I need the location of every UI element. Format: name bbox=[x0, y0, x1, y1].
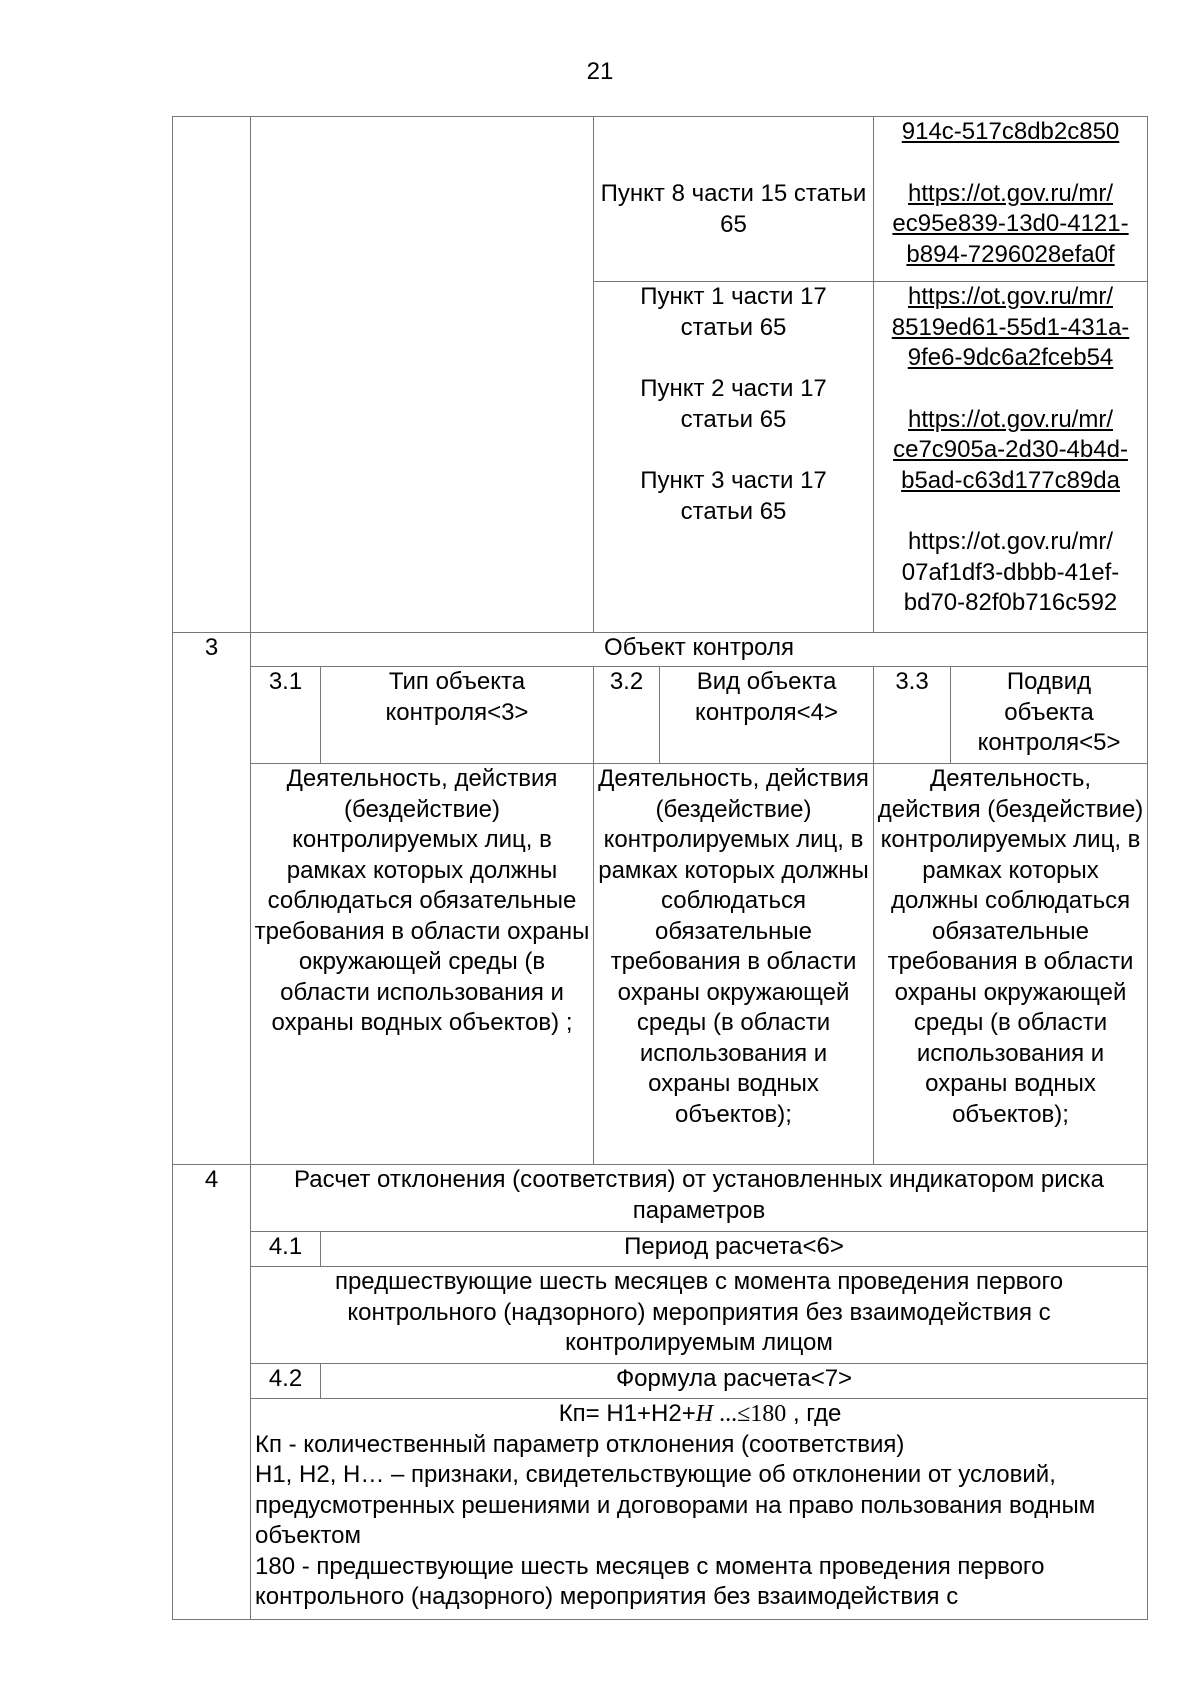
sub-label: Формула расчета<7> bbox=[321, 1364, 1148, 1399]
formula-explanation-180: 180 - предшествующие шесть месяцев с момента проведения первого контрольного (надзорного) мероприятия без взаимодействия с bbox=[255, 1552, 1045, 1610]
formula-body bbox=[251, 1399, 1148, 1620]
formula-header-row bbox=[173, 1364, 1148, 1399]
period-header-row bbox=[173, 1232, 1148, 1267]
formula-suffix: , где bbox=[786, 1400, 842, 1427]
section-number: 3 bbox=[173, 633, 251, 667]
sub-number: 3.1 bbox=[251, 667, 321, 764]
section-number: 4 bbox=[173, 1165, 251, 1232]
hash-tail-link[interactable]: 914c-517c8db2c850 bbox=[901, 118, 1120, 145]
type-value: Деятельность, действия (бездействие) контролируемых лиц, в рамках которых должны соблюдаться обязательные требования в области охраны окружающей среды (в области использования и охраны водных объектов) ; bbox=[251, 764, 594, 1165]
section3-subheader-row bbox=[173, 667, 1148, 764]
sub-label: Тип объекта контроля<3> bbox=[321, 667, 594, 764]
period-value: предшествующие шесть месяцев с момента проведения первого контрольного (надзорного) мероприятия без взаимодействия с контролируемым лицом bbox=[251, 1267, 1148, 1364]
continued-number-cell bbox=[173, 117, 251, 633]
section-number-spacer bbox=[173, 764, 251, 1165]
doc-link-line3[interactable]: 9fe6-9dc6a2fceb54 bbox=[907, 344, 1114, 371]
link-cell bbox=[874, 117, 1148, 282]
doc-link-line1[interactable]: https://ot.gov.ru/mr/ bbox=[908, 179, 1113, 207]
section4-header-row bbox=[173, 1165, 1148, 1232]
sub-number: 4.2 bbox=[251, 1364, 321, 1399]
doc-url-line2: 07af1df3-dbbb-41ef- bbox=[901, 558, 1120, 586]
formula-tail: ...≤180 bbox=[713, 1401, 787, 1427]
clause-text: Пункт 3 части 17 статьи 65 bbox=[640, 467, 827, 525]
doc-link-line2[interactable]: 8519ed61-55d1-431a- bbox=[891, 313, 1130, 341]
section3-values-row bbox=[173, 764, 1148, 1165]
links-row-a bbox=[173, 117, 1148, 282]
clause-text: Пункт 2 части 17 статьи 65 bbox=[640, 375, 827, 433]
formula-line bbox=[255, 1399, 1145, 1430]
formula-h-symbol: H bbox=[695, 1401, 714, 1427]
page-number: 21 bbox=[586, 58, 614, 85]
section-number-spacer bbox=[173, 1399, 251, 1620]
doc-link-line3[interactable]: b894-7296028efa0f bbox=[906, 240, 1115, 268]
kind-value: Деятельность, действия (бездействие) контролируемых лиц, в рамках которых должны соблюдаться обязательные требования в области охраны окружающей среды (в области использования и охраны водных объектов); bbox=[594, 764, 874, 1165]
formula-prefix: Кп= Н1+Н2+ bbox=[558, 1400, 696, 1427]
subkind-value: Деятельность, действия (бездействие) контролируемых лиц, в рамках которых должны соблюдаться обязательные требования в области охраны окружающей среды (в области использования и охраны водных объектов); bbox=[874, 764, 1148, 1165]
clause-text: Пункт 1 части 17 статьи 65 bbox=[640, 283, 827, 341]
formula-explanation-h: Н1, Н2, Н… – признаки, свидетельствующие об отклонении от условий, предусмотренных решениями и договорами на право пользования водным объектом bbox=[255, 1461, 1096, 1549]
section-number-spacer bbox=[173, 1232, 251, 1267]
doc-link-line2[interactable]: ce7c905a-2d30-4b4d- bbox=[893, 436, 1128, 463]
clause-text: Пункт 8 части 15 статьи 65 bbox=[600, 180, 867, 238]
link-cell bbox=[874, 282, 1148, 633]
doc-url-line3: bd70-82f0b716c592 bbox=[903, 589, 1118, 616]
sub-label: Вид объекта контроля<4> bbox=[660, 667, 874, 764]
formula-explanation-kp: Кп - количественный параметр отклонения (соответствия) bbox=[255, 1430, 905, 1458]
sub-number: 3.2 bbox=[594, 667, 660, 764]
clause-cell bbox=[594, 282, 874, 633]
doc-url-line1: https://ot.gov.ru/mr/ bbox=[908, 528, 1113, 555]
period-value-row bbox=[173, 1267, 1148, 1364]
doc-link-line3[interactable]: b5ad-c63d177c89da bbox=[901, 466, 1120, 494]
sub-label: Период расчета<6> bbox=[321, 1232, 1148, 1267]
formula-body-row bbox=[173, 1399, 1148, 1620]
section-title: Объект контроля bbox=[251, 633, 1148, 667]
clause-cell bbox=[594, 117, 874, 282]
doc-link-line2[interactable]: ec95e839-13d0-4121- bbox=[892, 210, 1129, 237]
section-number-spacer bbox=[173, 1364, 251, 1399]
sub-label: Подвид объекта контроля<5> bbox=[951, 667, 1148, 764]
risk-indicator-table bbox=[172, 116, 1148, 1620]
sub-number: 3.3 bbox=[874, 667, 951, 764]
section-number-spacer bbox=[173, 1267, 251, 1364]
doc-link-line1[interactable]: https://ot.gov.ru/mr/ bbox=[908, 405, 1113, 433]
sub-number: 4.1 bbox=[251, 1232, 321, 1267]
section3-header-row bbox=[173, 633, 1148, 667]
section-number-spacer bbox=[173, 667, 251, 764]
section-title: Расчет отклонения (соответствия) от установленных индикатором риска параметров bbox=[251, 1165, 1148, 1232]
doc-link-line1[interactable]: https://ot.gov.ru/mr/ bbox=[908, 283, 1113, 310]
continued-empty-cell bbox=[251, 117, 594, 633]
